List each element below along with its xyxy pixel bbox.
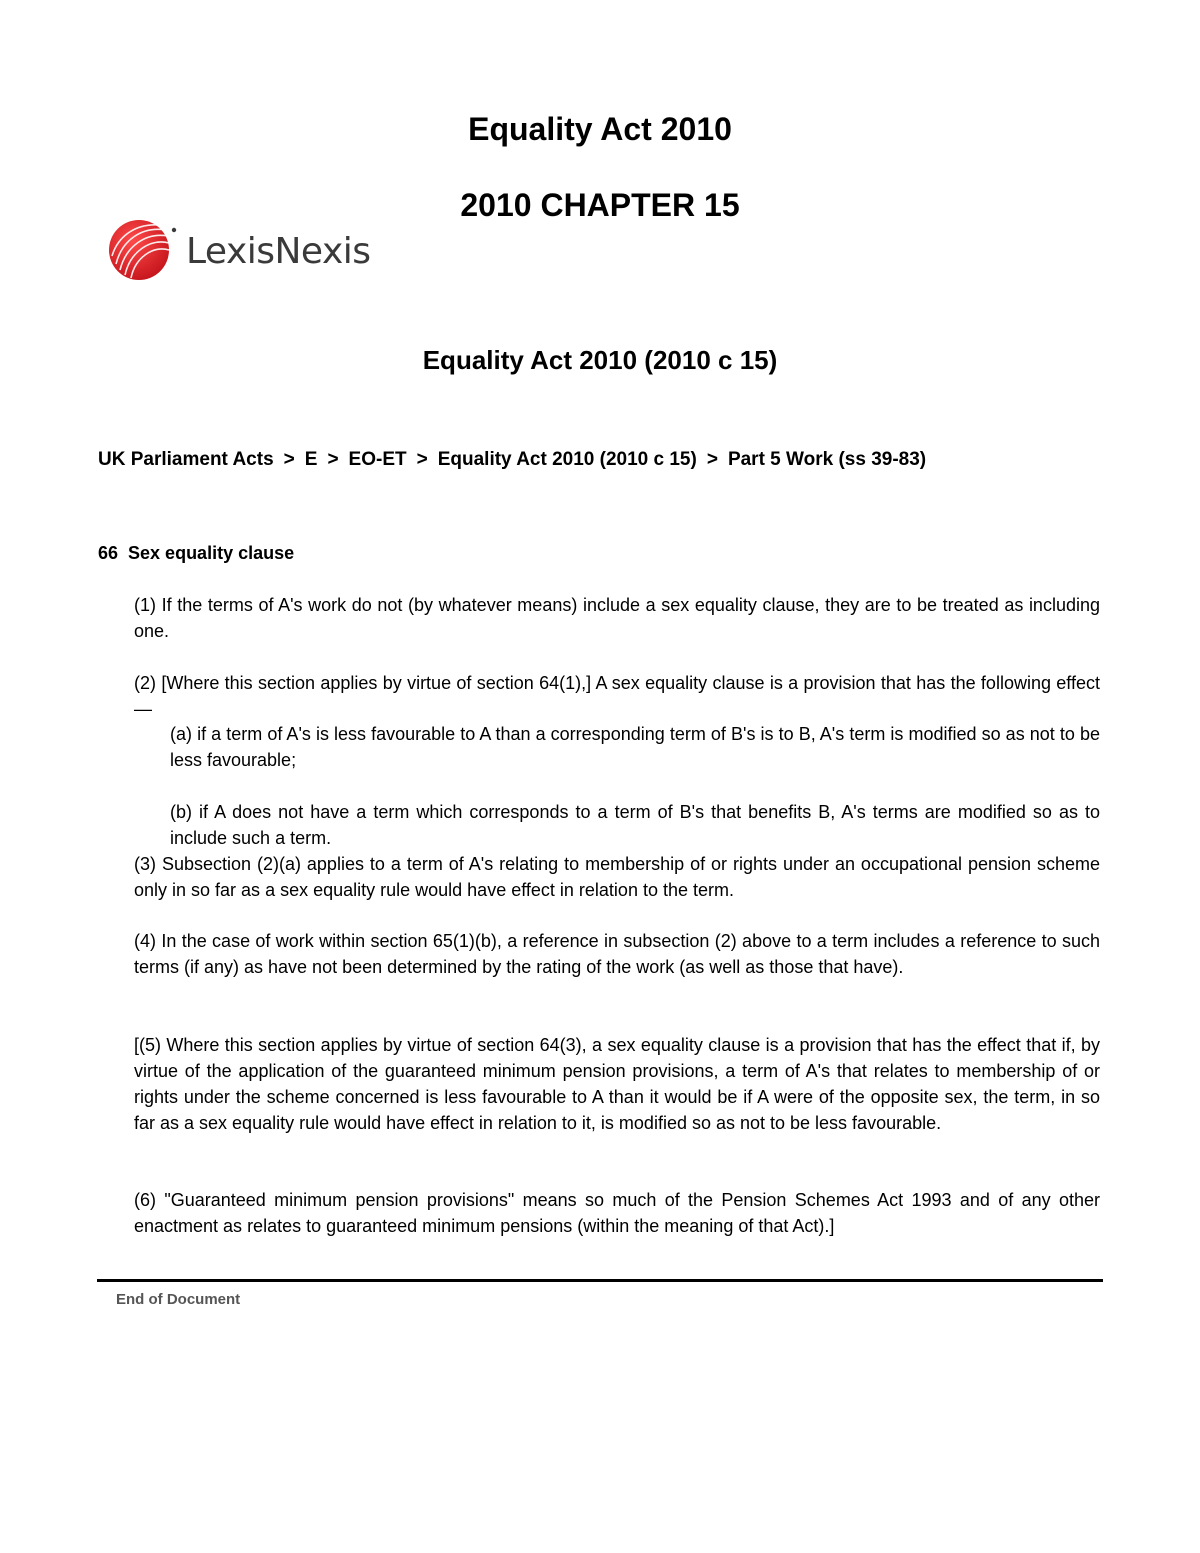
paragraph-6: (6) "Guaranteed minimum pension provisions" means so much of the Pension Schemes Act 1993 and of any other enactment as relates to guaranteed minimum pensions (within the meaning of that Act).] — [134, 1190, 1100, 1236]
document-title: Equality Act 2010 (2010 c 15) — [422, 345, 778, 375]
end-divider — [97, 1279, 1103, 1282]
breadcrumb-separator: > — [416, 449, 428, 470]
section-title: Sex equality clause — [128, 543, 295, 563]
lexisnexis-logo — [108, 218, 388, 284]
breadcrumb-item-equality-act[interactable]: Equality Act 2010 (2010 c 15) — [437, 449, 697, 470]
section-number: 66 — [98, 543, 119, 563]
lexisnexis-logo-icon — [108, 218, 388, 284]
breadcrumb-item-part-5-work[interactable]: Part 5 Work (ss 39-83) — [727, 449, 927, 470]
paragraph-4: (4) In the case of work within section 65(1)(b), a reference in subsection (2) above to a term includes a reference to such terms (if any) as have not been determined by the rating of the work (as well as those that have). — [134, 931, 1100, 977]
breadcrumb-item-e[interactable]: E — [304, 449, 318, 470]
breadcrumb-separator: > — [283, 449, 295, 470]
act-title: Equality Act 2010 — [468, 111, 732, 147]
breadcrumb — [98, 448, 926, 472]
paragraph-2: (2) [Where this section applies by virtue of section 64(1),] A sex equality clause is a provision that has the following effect— — [134, 673, 1100, 719]
logo-wordmark: LexisNexis — [186, 231, 371, 272]
chapter-title: 2010 CHAPTER 15 — [460, 187, 740, 223]
breadcrumb-separator: > — [327, 449, 339, 470]
paragraph-3: (3) Subsection (2)(a) applies to a term of A's relating to membership of or rights under an occupational pension scheme only in so far as a sex equality rule would have effect in relation to the term. — [134, 854, 1100, 900]
breadcrumb-separator: > — [706, 449, 718, 470]
paragraph-2a: (a) if a term of A's is less favourable to A than a corresponding term of B's is to B, A's term is modified so as not to be less favourable; — [170, 724, 1100, 770]
section-heading — [98, 541, 294, 565]
end-of-document-label: End of Document — [116, 1291, 241, 1308]
paragraph-2b: (b) if A does not have a term which corresponds to a term of B's that benefits B, A's terms are modified so as to include such a term. — [170, 802, 1100, 848]
breadcrumb-item-uk-parliament-acts[interactable]: UK Parliament Acts — [98, 449, 274, 470]
breadcrumb-item-eo-et[interactable]: EO-ET — [348, 449, 407, 470]
paragraph-5: [(5) Where this section applies by virtue of section 64(3), a sex equality clause is a provision that has the effect that if, by virtue of the application of the guaranteed minimum pension provisions, a term of A's that relates to membership of or rights under the scheme concerned is less favourable to A than it would be if A were of the opposite sex, the term, in so far as a sex equality rule would have effect in relation to it, is modified so as not to be less favourable. — [134, 1035, 1100, 1133]
paragraph-1: (1) If the terms of A's work do not (by whatever means) include a sex equality clause, they are to be treated as including one. — [134, 595, 1100, 641]
